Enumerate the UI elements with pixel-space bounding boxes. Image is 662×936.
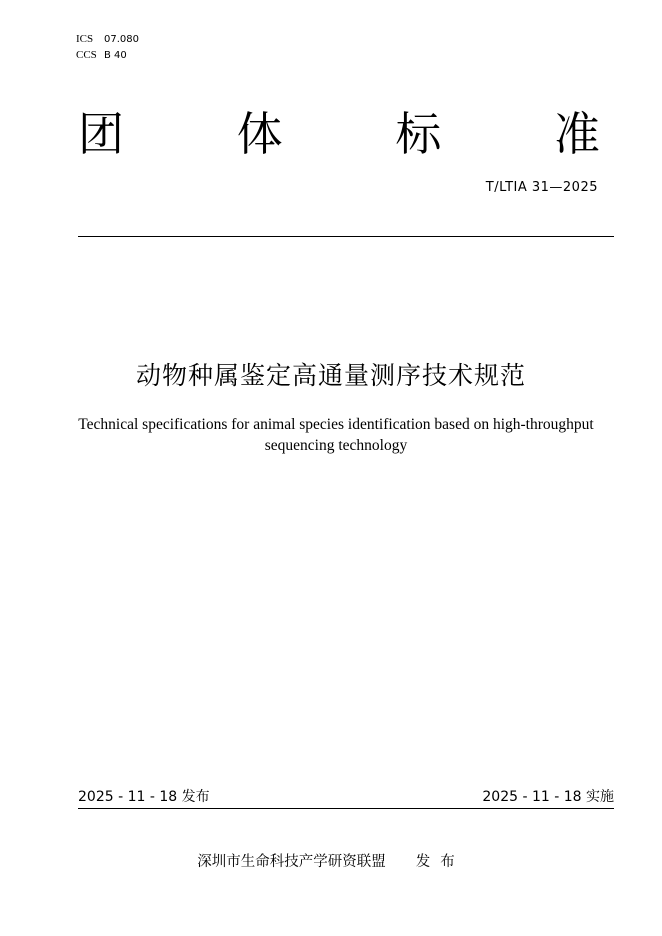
ics-label: ICS <box>76 33 94 45</box>
bottom-divider <box>78 808 614 809</box>
ccs-value: B 40 <box>104 50 127 61</box>
ccs-classification <box>76 48 127 62</box>
publisher-action: 发布 <box>415 854 465 870</box>
ccs-label: CCS <box>76 49 97 61</box>
standard-type-char: 体 <box>236 107 283 161</box>
top-divider <box>78 236 614 237</box>
implementation-date: 2025 - 11 - 18 实施 <box>482 789 614 805</box>
standard-type-char: 准 <box>553 107 600 161</box>
publisher-organization: 深圳市生命科技产学研资联盟 <box>197 854 386 870</box>
standard-code: T/LTIA 31—2025 <box>485 180 598 195</box>
publisher-line <box>0 852 662 872</box>
ics-classification <box>76 32 139 46</box>
title-chinese: 动物种属鉴定高通量测序技术规范 <box>135 361 526 390</box>
issue-date: 2025 - 11 - 18 发布 <box>78 789 210 805</box>
standard-type-char: 标 <box>395 107 442 161</box>
title-english: Technical specifications for animal species identification based on high-throughput sequencing technology <box>78 416 594 454</box>
standard-type-heading <box>78 104 600 164</box>
standard-type-char: 团 <box>78 107 124 161</box>
ics-value: 07.080 <box>104 34 139 45</box>
